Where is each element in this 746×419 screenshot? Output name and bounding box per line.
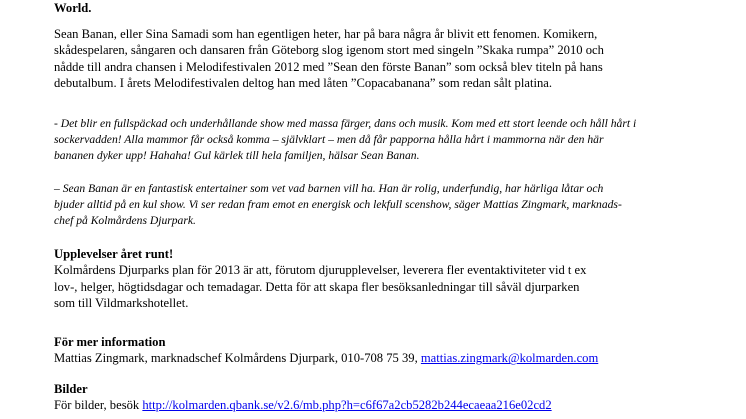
quote-line: – Sean Banan är en fantastisk entertainer som vet vad barnen vill ha. Han är rolig, underfundig, har härliga låtar och xyxy=(54,182,604,195)
contact-line xyxy=(54,350,694,366)
intro-line: nådde till andra chansen i Melodifestivalen 2012 med ”Sean den förste Banan” som också blev titeln på hans xyxy=(54,59,603,74)
section-more-info xyxy=(54,334,694,367)
section-line: lov-, helger, högtidsdagar och temadagar. Detta för att skapa fler besöksanledningar till såväl djurparken xyxy=(54,279,580,294)
contact-text: Mattias Zingmark, marknadschef Kolmårdens Djurpark, 010-708 75 39, xyxy=(54,351,421,366)
top-fragment: World. xyxy=(54,1,92,15)
email-link[interactable]: mattias.zingmark@kolmarden.com xyxy=(420,351,599,366)
section-heading: Bilder xyxy=(54,382,88,396)
images-url-link[interactable]: http://kolmarden.qbank.se/v2.6/mb.php?h=c6f67a2cb5282b244ecaeaa216e02cd2 xyxy=(142,398,552,413)
section-bilder xyxy=(54,381,694,414)
quote-line: - Det blir en fullspäckad och underhållande show med massa färger, dans och musik. Kom med ett stort leende och håll hårt i xyxy=(54,117,637,130)
quote-line: bananen dyker upp! Hahaha! Gul kärlek till hela familjen, hälsar Sean Banan. xyxy=(54,148,420,162)
intro-paragraph xyxy=(54,26,694,92)
images-prefix: För bilder, besök xyxy=(54,398,143,413)
quote-line: sockervadden! Alla mammor får också komma – självklart – men då får papporna hålla hårt i mammorna när den här xyxy=(54,132,604,146)
quote-line: chef på Kolmårdens Djurpark. xyxy=(54,213,196,227)
section-heading: Upplevelser året runt! xyxy=(54,247,174,261)
section-line: Kolmårdens Djurparks plan för 2013 är att, förutom djurupplevelser, leverera fler eventaktiviteter vid t ex xyxy=(54,263,587,278)
quote-sean-banan xyxy=(54,116,694,163)
quote-line: bjuder alltid på en kul show. Vi ser redan fram emot en energisk och lekfull scenshow, säger Mattias Zingmark, marknads- xyxy=(54,197,622,211)
images-line xyxy=(54,397,694,413)
section-upplevelser xyxy=(54,246,694,312)
intro-line: skådespelaren, sångaren och dansaren från Göteborg slog igenom stort med singeln ”Skaka rumpa” 2010 och xyxy=(54,43,604,58)
quote-mattias-zingmark xyxy=(54,181,694,228)
intro-line: Sean Banan, eller Sina Samadi som han egentligen heter, har på bara några år blivit ett fenomen. Komikern, xyxy=(54,27,598,41)
intro-line: debutalbum. I årets Melodifestivalen deltog han med låten ”Copacabanana” som redan sålt platina. xyxy=(54,76,552,91)
section-heading: För mer information xyxy=(54,335,166,349)
section-line: som till Vildmarkshotellet. xyxy=(54,296,189,311)
